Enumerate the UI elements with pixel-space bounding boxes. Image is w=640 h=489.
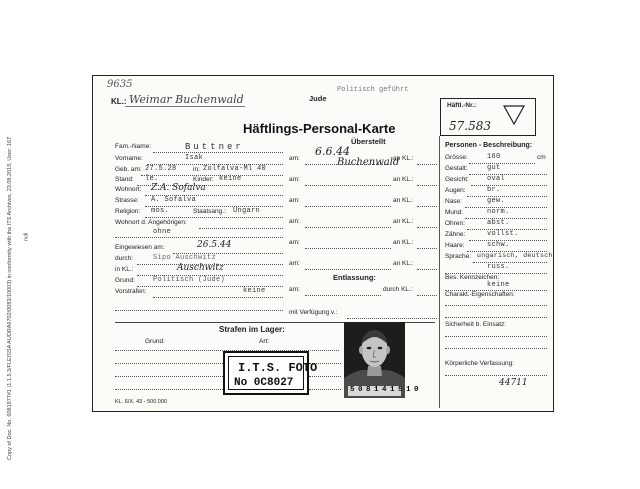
koerperlich-label: Körperliche Verfassung:	[445, 360, 515, 367]
ueberstellt-ankl-label-1: an KL.:	[393, 155, 414, 162]
sicherheit-label: Sicherheit b. Einsatz:	[445, 321, 507, 328]
stamp-line-1: I.T.S. FOTO	[238, 361, 318, 375]
in-value: Zolfalva-Ml 40	[203, 165, 267, 173]
ueberstellt-ankl-label-3: an KL.:	[393, 197, 414, 204]
strasse-label: Strasse:	[115, 197, 139, 204]
card-title: Häftlings-Personal-Karte	[243, 121, 396, 136]
fam-name-label: Fam.-Name:	[115, 143, 152, 150]
entlassung-am-label: am:	[289, 286, 300, 293]
haare-label: Haare:	[445, 242, 465, 249]
geb-am-value: 27.5.28	[145, 165, 177, 173]
archive-margin-note	[5, 30, 23, 460]
its-foto-stamp	[223, 351, 318, 395]
gestalt-label: Gestalt:	[445, 165, 468, 172]
ueberstellt-ankl-label-5: an KL.:	[393, 239, 414, 246]
vorname-value: Isak	[185, 154, 204, 162]
kinder-label: Kinder:	[193, 176, 214, 183]
grund-label: Grund:	[115, 277, 135, 284]
vorstrafen-label: Vorstrafen:	[115, 288, 147, 295]
prisoner-photograph	[344, 322, 419, 398]
entlassung-label: Entlassung:	[333, 273, 376, 282]
durch-value: Sipo Auschwitz	[153, 254, 217, 262]
wohnort-value: Z.A. Sofalva	[151, 183, 206, 193]
triangle-badge-icon	[503, 105, 525, 125]
ueberstellt-am-label-3: am:	[289, 197, 300, 204]
geb-am-label: Geb. am:	[115, 166, 142, 173]
wohnort-angehoerigen-value: ohne	[153, 228, 172, 236]
charakt-label: Charakt.-Eigenschaften:	[445, 291, 515, 298]
entlassung-durch-kl-label: durch KL.:	[383, 286, 413, 293]
ueberstellt-am-label-5: am:	[289, 239, 300, 246]
kl-value: Weimar Buchenwald	[129, 93, 244, 106]
prisoner-number-box	[440, 98, 536, 136]
ueberstellt-am-label-2: am:	[289, 176, 300, 183]
groesse-unit: cm	[537, 154, 546, 161]
vorstrafen-value: keine	[243, 287, 266, 295]
ueberstellt-ankl-label-2: an KL.:	[393, 176, 414, 183]
mund-label: Mund:	[445, 209, 464, 216]
sprache-label: Sprache:	[445, 253, 472, 260]
kennzeichen-value: keine	[487, 281, 510, 289]
strafen-art-label: Art:	[259, 338, 270, 345]
mund-value: norm.	[487, 208, 510, 216]
gestalt-value: gut	[487, 164, 501, 172]
eingewiesen-value: 26.5.44	[197, 240, 232, 250]
in-label: in:	[193, 166, 200, 173]
ueberstellt-date: 6.6.44	[315, 145, 350, 158]
kinder-value: keine	[219, 175, 242, 183]
stamp-line-2: No 0C8027	[234, 377, 294, 389]
strafen-grund-label: Grund:	[145, 338, 165, 345]
fam-name-value: Buttner	[185, 142, 244, 152]
stand-value: le.	[145, 175, 159, 183]
wohnort-label: Wohnort:	[115, 186, 142, 193]
ueberstellt-am-label-1: am:	[289, 155, 300, 162]
in-kl-label: in KL.:	[115, 266, 134, 273]
strasse-value: A. Sofalva	[151, 196, 197, 204]
archive-copy-text: Copy of Doc. No. 6081977#1 (1.1.5.3/FLEISSA AUDRA9702/0083/10003) in conformity with the ITS Archives, 23.08.2019, User: 167	[7, 136, 13, 460]
religion-value: mos.	[151, 207, 170, 215]
ohren-value: abst.	[487, 219, 510, 227]
category-label: Jude	[309, 94, 327, 103]
sprache-value: ungarisch, deutsch	[477, 252, 553, 259]
kl-label: KL.:	[111, 97, 127, 106]
category-stamp: Politisch geführt	[337, 86, 409, 94]
nase-label: Nase:	[445, 198, 462, 205]
personen-beschreibung-label: Personen - Beschreibung:	[445, 142, 533, 149]
groesse-label: Grösse:	[445, 154, 468, 161]
augen-label: Augen:	[445, 187, 466, 194]
handwritten-number: 9635	[107, 79, 133, 90]
vorname-label: Vorname:	[115, 155, 143, 162]
mit-verfuegung-label: mit Verfügung v.:	[289, 309, 338, 316]
ueberstellt-ankl-label-4: an KL.:	[393, 218, 414, 225]
ueberstellt-am-label-4: am:	[289, 218, 300, 225]
archive-null-label: null	[23, 232, 30, 242]
gesicht-value: oval	[487, 175, 506, 183]
zaehne-value: vollst.	[487, 230, 519, 238]
ueberstellt-ankl-label-6: an KL.:	[393, 260, 414, 267]
zaehne-label: Zähne:	[445, 231, 466, 238]
prisoner-personal-card	[92, 75, 554, 412]
kennzeichen-label: Bes. Kennzeichen:	[445, 274, 500, 281]
ueberstellt-am-label-6: am:	[289, 260, 300, 267]
eingewiesen-label: Eingewiesen am:	[115, 244, 165, 251]
staatsang-value: Ungarn	[233, 207, 261, 215]
prisoner-number-label: Häftl.-Nr.:	[447, 102, 477, 109]
strafen-label: Strafen im Lager:	[219, 325, 285, 334]
haare-value: schw.	[487, 241, 510, 249]
staatsang-label: Staatsang.:	[193, 208, 226, 215]
ueberstellt-label: Überstellt	[351, 137, 386, 146]
sprache-value-2: russ.	[487, 263, 510, 271]
ueberstellt-camp: Buchenwald	[337, 157, 400, 168]
in-kl-value: Auschwitz	[177, 263, 224, 273]
durch-label: durch:	[115, 255, 134, 262]
wohnort-angehoerigen-label: Wohnort d. Angehörigen:	[115, 219, 187, 226]
form-number: KL. 6/X. 43 - 500 000	[115, 399, 167, 405]
stand-label: Stand:	[115, 176, 134, 183]
augen-value: br.	[487, 186, 501, 194]
groesse-value: 160	[487, 153, 501, 161]
religion-label: Religion:	[115, 208, 141, 215]
nase-value: gew.	[487, 197, 506, 205]
footer-handwritten-number: 44711	[499, 378, 528, 388]
photo-number-plate: 5 0 8 1 4 1 5 1 0	[350, 386, 419, 394]
prisoner-number-value: 57.583	[449, 119, 491, 133]
ohren-label: Ohren:	[445, 220, 465, 227]
gesicht-label: Gesicht:	[445, 176, 469, 183]
grund-value: Politisch (Jude)	[153, 276, 226, 284]
